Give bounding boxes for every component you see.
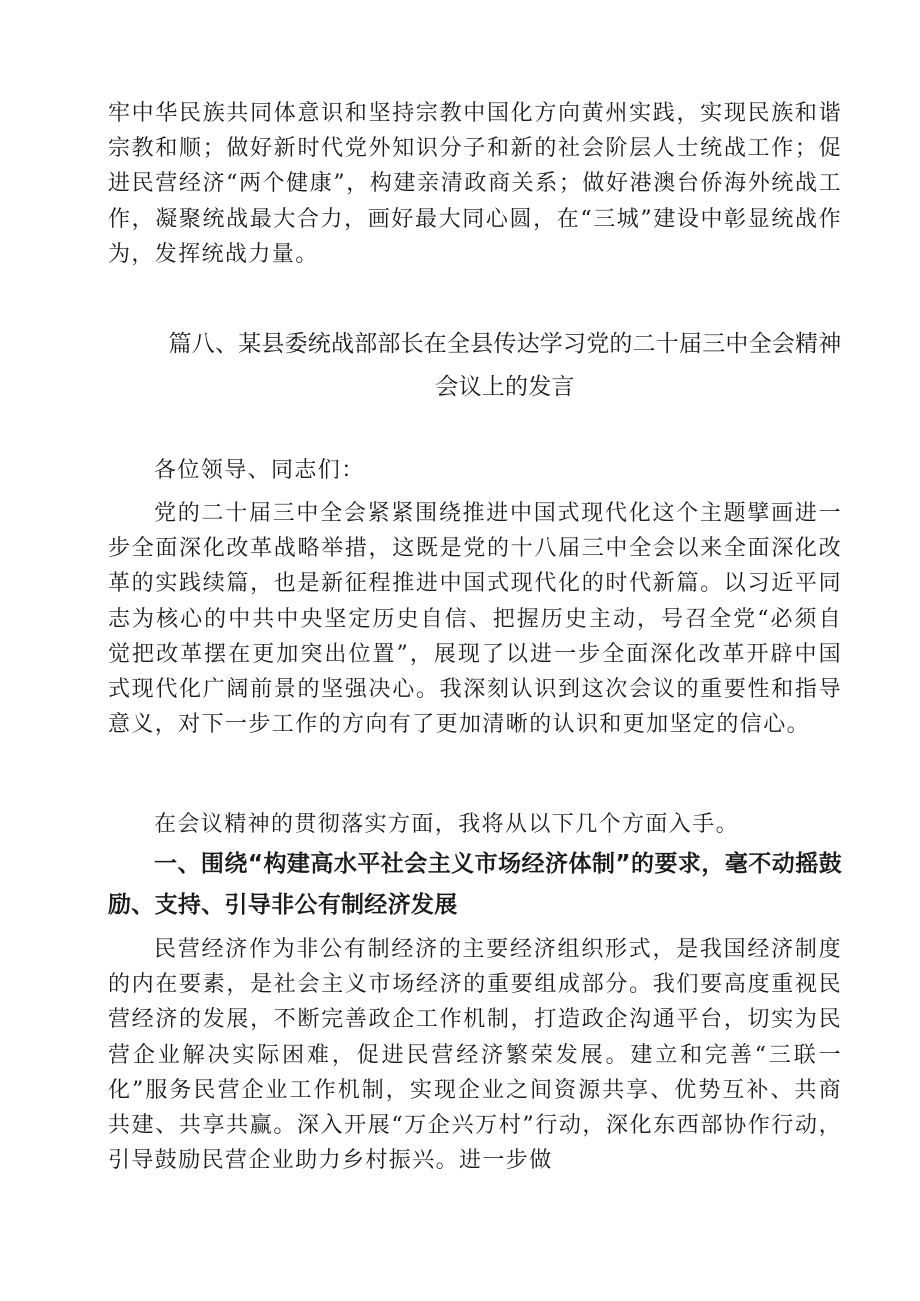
section-1-paragraph: 民营经济作为非公有制经济的主要经济组织形式，是我国经济制度的内在要素，是社会主义市场经济的重要组成部分。我们要高度重视民营经济的发展，不断完善政企工作机制，打造政企沟通平台，切实为民营企业解决实际困难，促进民营经济繁荣发展。建立和完善“三联一化”服务民营企业工作机制，实现企业之间资源共享、优势互补、共商共建、共享共赢。深入开展“万企兴万村”行动，深化东西部协作行动，引导鼓励民营企业助力乡村振兴。进一步做 — [108, 937, 842, 1174]
title-line-2: 会议上的发言 — [435, 374, 575, 400]
paragraph-1: 党的二十届三中全会紧紧围绕推进中国式现代化这个主题擘画进一步全面深化改革战略举措，这既是党的十八届三中全会以来全面深化改革的实践续篇，也是新征程推进中国式现代化的时代新篇。以习近平同志为核心的中共中央坚定历史自信、把握历史主动，号召全党“必须自觉把改革摆在更加突出位置”，展现了以进一步全面深化改革开辟中国式现代化广阔前景的坚强决心。我深刻认识到这次会议的重要性和指导意义，对下一步工作的方向有了更加清晰的认识和更加坚定的信心。 — [108, 501, 842, 738]
speech-title — [160, 323, 850, 409]
paragraph-2: 在会议精神的贯彻落实方面，我将从以下几个方面入手。 — [154, 812, 740, 837]
salutation: 各位领导、同志们： — [154, 458, 365, 483]
title-line-1: 篇八、某县委统战部部长在全县传达学习党的二十届三中全会精神 — [168, 331, 842, 357]
section-1-heading: 一、围绕“构建高水平社会主义市场经济体制”的要求，毫不动摇鼓励、支持、引导非公有制经济发展 — [108, 851, 842, 918]
continued-paragraph: 牢中华民族共同体意识和坚持宗教中国化方向黄州实践，实现民族和谐宗教和顺；做好新时代党外知识分子和新的社会阶层人士统战工作；促进民营经济“两个健康”，构建亲清政商关系；做好港澳台侨海外统战工作，凝聚统战最大合力，画好最大同心圆，在“三城”建设中彰显统战作为，发挥统战力量。 — [108, 101, 842, 267]
